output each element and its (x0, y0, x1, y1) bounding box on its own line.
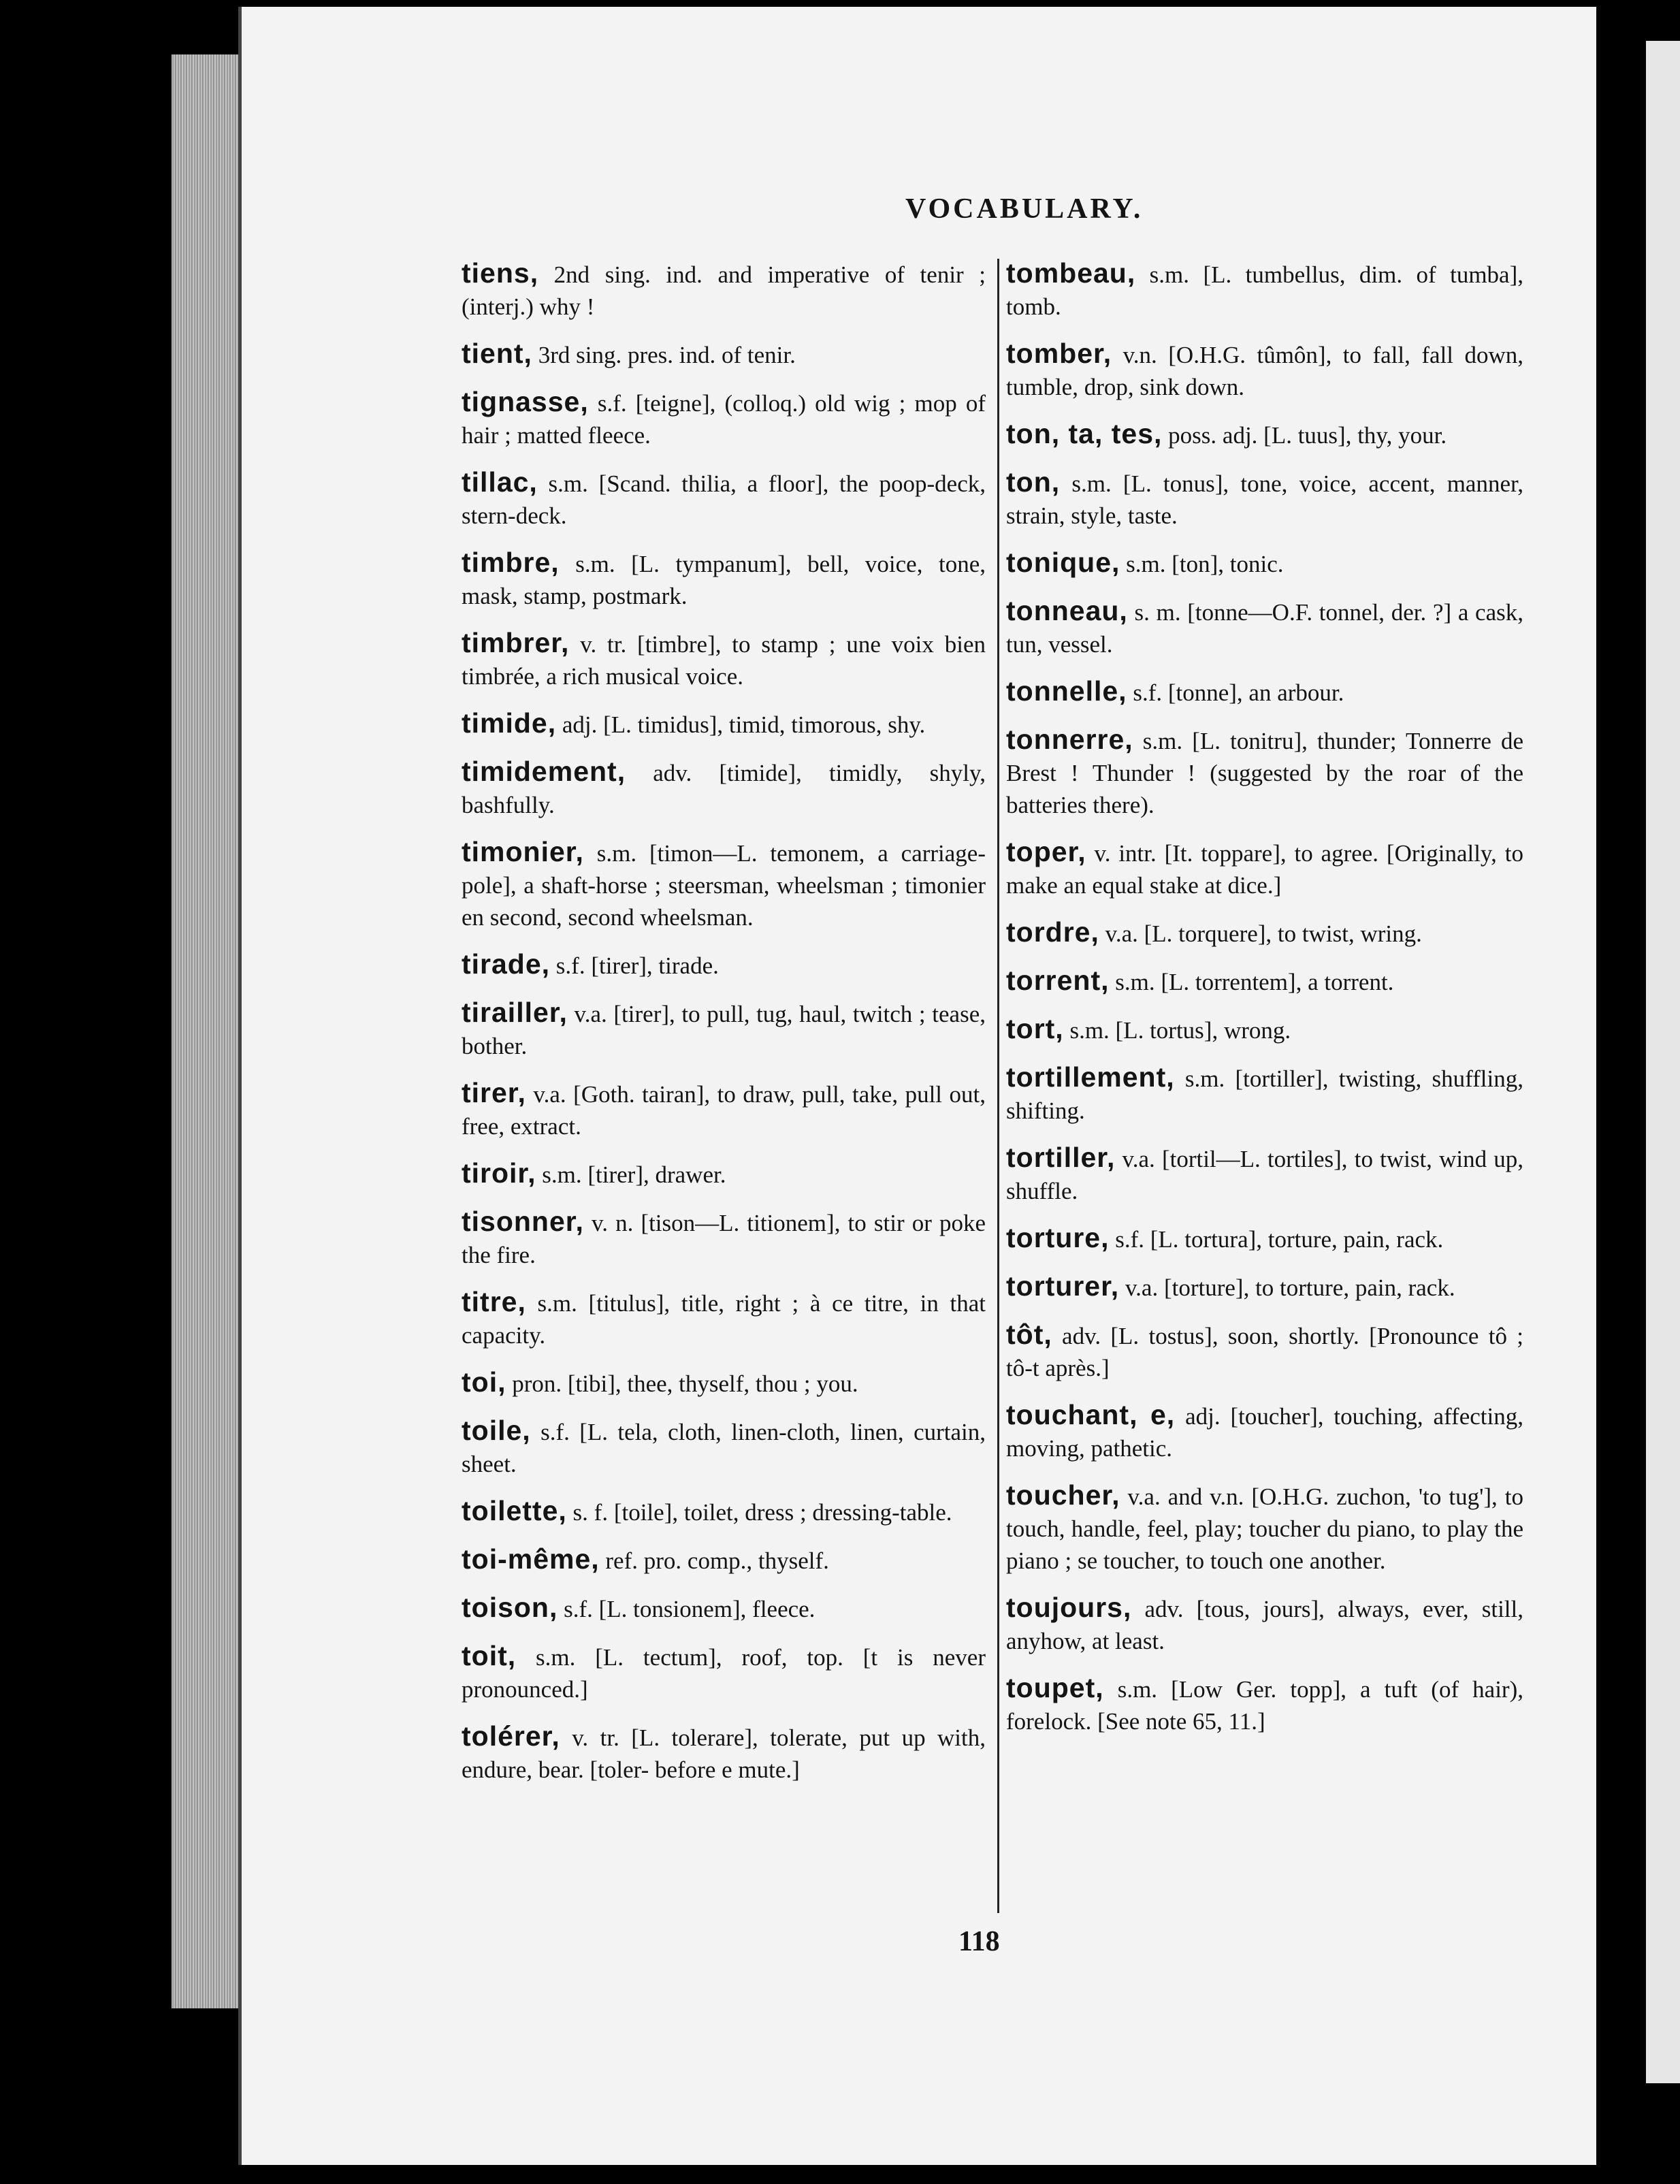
page-header: VOCABULARY. (905, 193, 1144, 225)
entry-headword: tiens, (462, 257, 539, 289)
dictionary-entry (462, 948, 986, 982)
entry-headword: tonnerre, (1006, 724, 1133, 755)
entry-headword: tonneau, (1006, 595, 1128, 626)
entry-definition: 2nd sing. ind. and imperative of tenir ; (interj.) why ! (462, 261, 986, 320)
entry-definition: adv. [L. tostus], soon, shortly. [Pronounce tô ; tô-t après.] (1006, 1323, 1523, 1381)
entry-headword: torture, (1006, 1222, 1110, 1253)
dictionary-entry (1006, 916, 1523, 950)
entry-definition: s.f. [teigne], (colloq.) old wig ; mop of hair ; matted fleece. (462, 390, 986, 449)
left-column (462, 257, 986, 1801)
dictionary-entry (462, 1640, 986, 1705)
dictionary-entry (1006, 965, 1523, 998)
entry-headword: timbre, (462, 547, 560, 578)
entry-definition: s. m. [tonne—O.F. tonnel, der. ?] a cask, tun, vessel. (1006, 599, 1523, 658)
dictionary-entry (462, 1077, 986, 1142)
dictionary-entry (1006, 1672, 1523, 1737)
dictionary-entry (462, 1157, 986, 1191)
entry-definition: v. tr. [L. tolerare], tolerate, put up with, endure, bear. [toler- before e mute.] (462, 1724, 986, 1783)
dictionary-entry (462, 997, 986, 1062)
entry-definition: s.f. [tirer], tirade. (550, 952, 719, 979)
entry-definition: v.a. and v.n. [O.H.G. zuchon, 'to tug'], to touch, handle, feel, play; toucher du piano, to play the piano ; se toucher, to touch one another. (1006, 1483, 1523, 1574)
dictionary-entry (462, 547, 986, 612)
entry-definition: s.m. [L. tympanum], bell, voice, tone, mask, stamp, postmark. (462, 551, 986, 609)
entry-headword: timbrer, (462, 627, 570, 658)
entry-headword: tient, (462, 338, 532, 369)
dictionary-entry (1006, 418, 1523, 451)
entry-headword: toit, (462, 1640, 517, 1671)
entry-headword: tordre, (1006, 916, 1099, 948)
page-number: 118 (958, 1926, 1000, 1957)
entry-headword: tombeau, (1006, 257, 1136, 289)
entry-headword: toile, (462, 1415, 531, 1446)
entry-headword: toujours, (1006, 1592, 1132, 1623)
entry-headword: tortiller, (1006, 1142, 1116, 1173)
entry-headword: toupet, (1006, 1672, 1104, 1703)
entry-definition: s. f. [toile], toilet, dress ; dressing-table. (566, 1499, 952, 1526)
entry-definition: s.m. [L. tonitru], thunder; Tonnerre de Brest ! Thunder ! (suggested by the roar of the batteries there). (1006, 728, 1523, 818)
entry-definition: s.f. [L. tonsionem], fleece. (558, 1596, 815, 1622)
entry-headword: tort, (1006, 1013, 1064, 1044)
entry-headword: toilette, (462, 1495, 567, 1526)
entry-headword: tôt, (1006, 1319, 1052, 1350)
entry-definition: s.f. [L. tortura], torture, pain, rack. (1109, 1226, 1444, 1253)
entry-definition: s.m. [L. tonus], tone, voice, accent, manner, strain, style, taste. (1006, 470, 1523, 529)
entry-definition: s.m. [tirer], drawer. (536, 1161, 726, 1188)
entry-headword: timide, (462, 707, 557, 739)
entry-headword: tolérer, (462, 1720, 560, 1752)
dictionary-entry (462, 707, 986, 741)
entry-definition: s.m. [L. tumbellus, dim. of tumba], tomb. (1006, 261, 1523, 320)
entry-headword: tonique, (1006, 547, 1120, 578)
dictionary-entry (462, 386, 986, 451)
entry-definition: s.f. [L. tela, cloth, linen-cloth, linen, curtain, sheet. (462, 1419, 986, 1477)
dictionary-entry (1006, 466, 1523, 532)
entry-headword: timonier, (462, 836, 584, 867)
entry-definition: poss. adj. [L. tuus], thy, your. (1162, 422, 1447, 449)
next-page-edge (1646, 41, 1680, 2083)
dictionary-entry (1006, 338, 1523, 403)
entry-headword: toi, (462, 1366, 506, 1398)
entry-definition: s.m. [titulus], title, right ; à ce titre, in that capacity. (462, 1290, 986, 1349)
dictionary-entry (462, 1286, 986, 1351)
entry-definition: v.a. [Goth. tairan], to draw, pull, take, pull out, free, extract. (462, 1081, 986, 1140)
dictionary-entry (1006, 1270, 1523, 1304)
entry-definition: adv. [tous, jours], always, ever, still, anyhow, at least. (1006, 1596, 1523, 1654)
dictionary-entry (1006, 1061, 1523, 1127)
entry-headword: toison, (462, 1592, 558, 1623)
dictionary-entry (1006, 1222, 1523, 1255)
dictionary-entry (462, 466, 986, 532)
dictionary-entry (462, 1543, 986, 1577)
entry-headword: toper, (1006, 836, 1086, 867)
entry-definition: s.m. [L. tectum], roof, top. [t is never pronounced.] (462, 1644, 986, 1703)
dictionary-entry (1006, 836, 1523, 901)
entry-headword: toi-même, (462, 1543, 600, 1575)
entry-definition: s.m. [Scand. thilia, a floor], the poop-deck, stern-deck. (462, 470, 986, 529)
entry-definition: ref. pro. comp., thyself. (599, 1547, 829, 1574)
entry-definition: s.m. [ton], tonic. (1120, 551, 1284, 577)
entry-headword: tignasse, (462, 386, 589, 417)
dictionary-entry (462, 1592, 986, 1625)
dictionary-entry (1006, 675, 1523, 709)
dictionary-entry (1006, 1479, 1523, 1577)
entry-definition: v.a. [tirer], to pull, tug, haul, twitch ; tease, bother. (462, 1001, 986, 1059)
entry-definition: v.a. [tortil—L. tortiles], to twist, wind up, shuffle. (1006, 1146, 1523, 1204)
dictionary-entry (462, 756, 986, 821)
entry-definition: s.m. [L. tortus], wrong. (1063, 1017, 1291, 1044)
entry-definition: adj. [toucher], touching, affecting, moving, pathetic. (1006, 1403, 1523, 1462)
entry-headword: tirailler, (462, 997, 568, 1028)
entry-headword: touchant, e, (1006, 1399, 1176, 1430)
right-column (1006, 257, 1523, 1752)
dictionary-entry (462, 1366, 986, 1400)
entry-headword: tonnelle, (1006, 675, 1127, 707)
dictionary-entry (1006, 547, 1523, 580)
dictionary-entry (1006, 595, 1523, 660)
entry-headword: timidement, (462, 756, 626, 787)
dictionary-entry (462, 1495, 986, 1528)
entry-headword: tillac, (462, 466, 538, 498)
page-edges (172, 54, 246, 2008)
entry-definition: v. intr. [It. toppare], to agree. [Originally, to make an equal stake at dice.] (1006, 840, 1523, 899)
dictionary-entry (1006, 1013, 1523, 1046)
entry-definition: v. tr. [timbre], to stamp ; une voix bien timbrée, a rich musical voice. (462, 631, 986, 690)
dictionary-entry (1006, 1142, 1523, 1207)
entry-definition: v.a. [torture], to torture, pain, rack. (1119, 1274, 1455, 1301)
entry-headword: tirer, (462, 1077, 526, 1108)
dictionary-entry (1006, 257, 1523, 323)
entry-definition: pron. [tibi], thee, thyself, thou ; you. (506, 1370, 858, 1397)
entry-definition: s.m. [tortiller], twisting, shuffling, shifting. (1006, 1065, 1523, 1124)
dictionary-entry (462, 836, 986, 933)
dictionary-entry (1006, 724, 1523, 821)
entry-headword: torrent, (1006, 965, 1110, 996)
dictionary-entry (462, 257, 986, 323)
dictionary-entry (1006, 1399, 1523, 1464)
entry-headword: toucher, (1006, 1479, 1120, 1511)
entry-definition: v.n. [O.H.G. tûmôn], to fall, fall down, tumble, drop, sink down. (1006, 342, 1523, 400)
dictionary-entry (462, 1720, 986, 1786)
entry-definition: s.m. [L. torrentem], a torrent. (1109, 969, 1394, 995)
entry-headword: ton, ta, tes, (1006, 418, 1163, 449)
entry-headword: tomber, (1006, 338, 1112, 369)
entry-headword: tiroir, (462, 1157, 536, 1189)
entry-headword: tirade, (462, 948, 551, 980)
entry-definition: s.m. [Low Ger. topp], a tuft (of hair), forelock. [See note 65, 11.] (1006, 1676, 1523, 1735)
column-divider (997, 259, 999, 1913)
dictionary-entry (462, 338, 986, 371)
entry-headword: titre, (462, 1286, 526, 1317)
entry-headword: ton, (1006, 466, 1061, 498)
entry-definition: s.m. [timon—L. temonem, a carriage-pole], a shaft-horse ; steersman, wheelsman ; timonier en second, second wheelsman. (462, 840, 986, 931)
dictionary-entry (462, 627, 986, 692)
entry-definition: 3rd sing. pres. ind. of tenir. (532, 342, 796, 368)
dictionary-entry (462, 1415, 986, 1480)
entry-headword: tisonner, (462, 1206, 584, 1237)
dictionary-entry (462, 1206, 986, 1271)
dictionary-entry (1006, 1592, 1523, 1657)
entry-definition: s.f. [tonne], an arbour. (1127, 679, 1344, 706)
dictionary-entry (1006, 1319, 1523, 1384)
entry-headword: torturer, (1006, 1270, 1120, 1302)
entry-definition: v. n. [tison—L. titionem], to stir or poke the fire. (462, 1210, 986, 1268)
entry-definition: adj. [L. timidus], timid, timorous, shy. (556, 711, 926, 738)
entry-headword: tortillement, (1006, 1061, 1175, 1093)
entry-definition: adv. [timide], timidly, shyly, bashfully. (462, 760, 986, 818)
entry-definition: v.a. [L. torquere], to twist, wring. (1099, 920, 1422, 947)
